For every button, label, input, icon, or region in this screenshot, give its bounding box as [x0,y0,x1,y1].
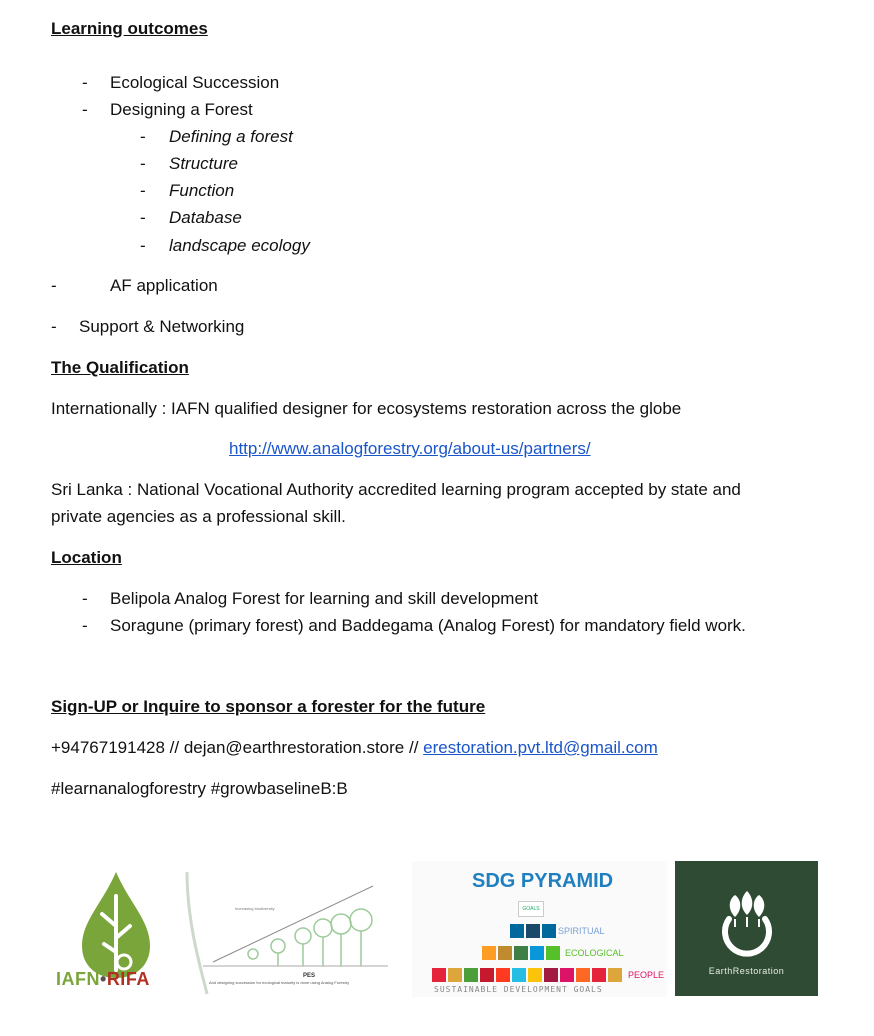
bullet-dash: - [140,127,146,146]
list-item: AF application [110,276,218,295]
sdg-title: SDG PYRAMID [472,870,614,892]
bullet-dash: - [82,100,88,119]
bullet-dash: - [51,317,57,336]
list-item: Support & Networking [79,317,245,336]
sdg-pyramid-logo [412,861,667,997]
list-item: Ecological Succession [110,73,280,92]
succession-graph-icon [183,866,395,996]
location-item: Soragune (primary forest) and Baddegama (Analog Forest) for mandatory field work. [110,616,746,635]
international-text: Internationally : IAFN qualified designer for ecosystems restoration across the globe [51,399,682,418]
bullet-dash: - [82,616,88,635]
srilanka-text: Sri Lanka : National Vocational Authority accredited learning program accepted by state and [51,480,741,499]
contact-line [51,738,658,758]
bullet-dash: - [140,154,146,173]
hashtags: #learnanalogforestry #growbaselineB:B [51,779,348,798]
sub-list-item: Function [169,181,235,200]
bullet-dash: - [51,276,57,295]
diagram-top-label: Increasing biodiversity [235,906,275,911]
learning-outcomes-heading: Learning outcomes [51,19,208,38]
bullet-dash: - [140,181,146,200]
iafn-rifa-wordmark [56,968,150,990]
bullet-dash: - [82,589,88,608]
iafn-rifa-logo [52,866,180,996]
bullet-dash: - [82,73,88,92]
separator-icon: • [100,969,107,989]
sdg-ecological-row [482,945,560,965]
signup-heading: Sign-UP or Inquire to sponsor a forester for the future [51,697,486,716]
sub-list-item: Defining a forest [169,127,293,146]
sdg-ecological-label: ECOLOGICAL [565,948,624,958]
sdg-people-label: PEOPLE [628,970,665,980]
iafn-text: IAFN [56,969,100,989]
srilanka-text-continued: private agencies as a professional skill. [51,507,346,526]
diagram-bottom-caption: And designing succession for ecological maturity is done using Analog Forestry [209,980,350,985]
qualification-heading: The Qualification [51,358,189,377]
partners-link[interactable]: http://www.analogforestry.org/about-us/partners/ [229,439,591,458]
sub-list-item: Structure [169,154,238,173]
sub-list-item: landscape ecology [169,236,310,255]
sdg-footer-label: SUSTAINABLE DEVELOPMENT GOALS [434,985,603,994]
sdg-spiritual-row [510,923,556,943]
sdg-spiritual-label: SPIRITUAL [558,926,605,936]
sdg-people-row [432,967,622,987]
earthrestoration-logo [675,861,818,996]
rifa-text: RIFA [106,969,150,989]
succession-diagram [183,866,395,996]
earthrestoration-name: EarthRestoration [708,966,785,976]
bullet-dash: - [140,208,146,227]
sub-list-item: Database [169,208,242,227]
sdg-goals-tile: GOALS [518,901,544,917]
bullet-dash: - [140,236,146,255]
diagram-pes-label: PES [303,973,316,979]
contact-text: +94767191428 // dejan@earthrestoration.store // [51,738,424,757]
location-item: Belipola Analog Forest for learning and skill development [110,589,539,608]
email-link[interactable]: erestoration.pvt.ltd@gmail.com [423,738,658,757]
location-heading: Location [51,548,122,567]
sprout-icon [675,861,818,961]
list-item: Designing a Forest [110,100,253,119]
